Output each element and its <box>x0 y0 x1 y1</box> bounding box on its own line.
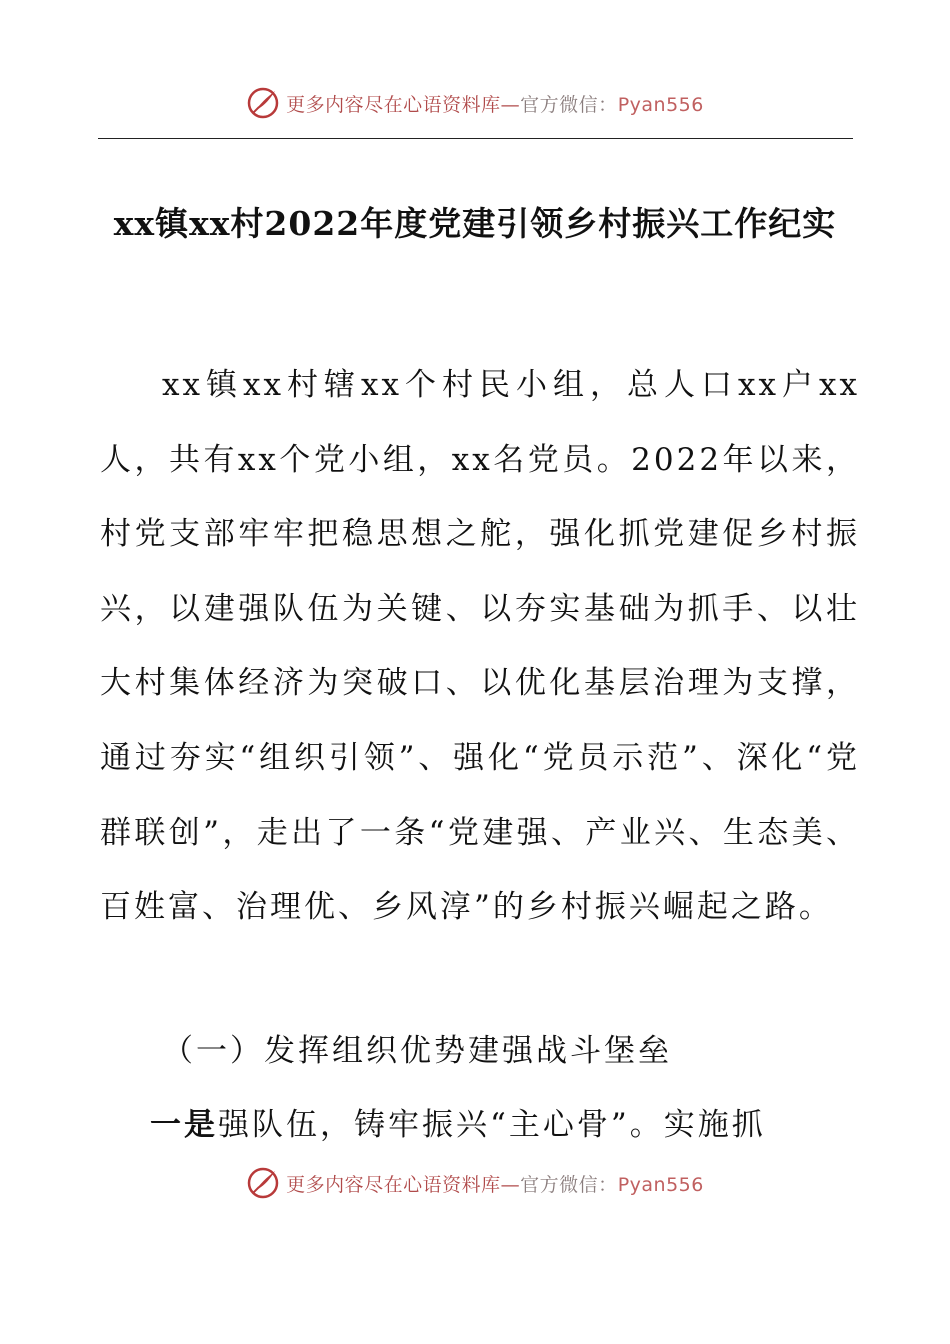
watermark-text: 更多内容尽在心语资料库—官方微信：Pyan556 <box>286 1173 704 1196</box>
point-label: 一是 <box>150 1107 218 1143</box>
document-title: xx镇xx村2022年度党建引领乡村振兴工作纪实 <box>113 204 837 243</box>
body-paragraph: xx镇xx村辖xx个村民小组，总人口xx户xx人，共有xx个党小组，xx名党员。2022年以来，村党支部牢牢把稳思想之舵，强化抓党建促乡村振兴，以建强队伍为关键、以夯实基础为抓手、以壮大村集体经济为突破口、以优化基层治理为支撑，通过夯实“组织引领”、强化“党员示范”、深化“党群联创”，走出了一条“党建强、产业兴、生态美、百姓富、治理优、乡风淳”的乡村振兴崛起之路。 <box>100 367 860 926</box>
point-text: 强队伍，铸牢振兴“主心骨”。实施抓 <box>218 1107 766 1143</box>
quill-pen-logo-icon <box>246 1166 280 1200</box>
body-paragraph-point <box>100 1088 860 1163</box>
footer-watermark <box>0 1163 950 1203</box>
section-heading: （一）发挥组织优势建强战斗堡垒 <box>162 1033 672 1069</box>
header-rule <box>98 138 853 139</box>
header-watermark <box>0 83 950 123</box>
quill-pen-logo-icon <box>246 86 280 120</box>
watermark-text: 更多内容尽在心语资料库—官方微信：Pyan556 <box>286 93 704 116</box>
